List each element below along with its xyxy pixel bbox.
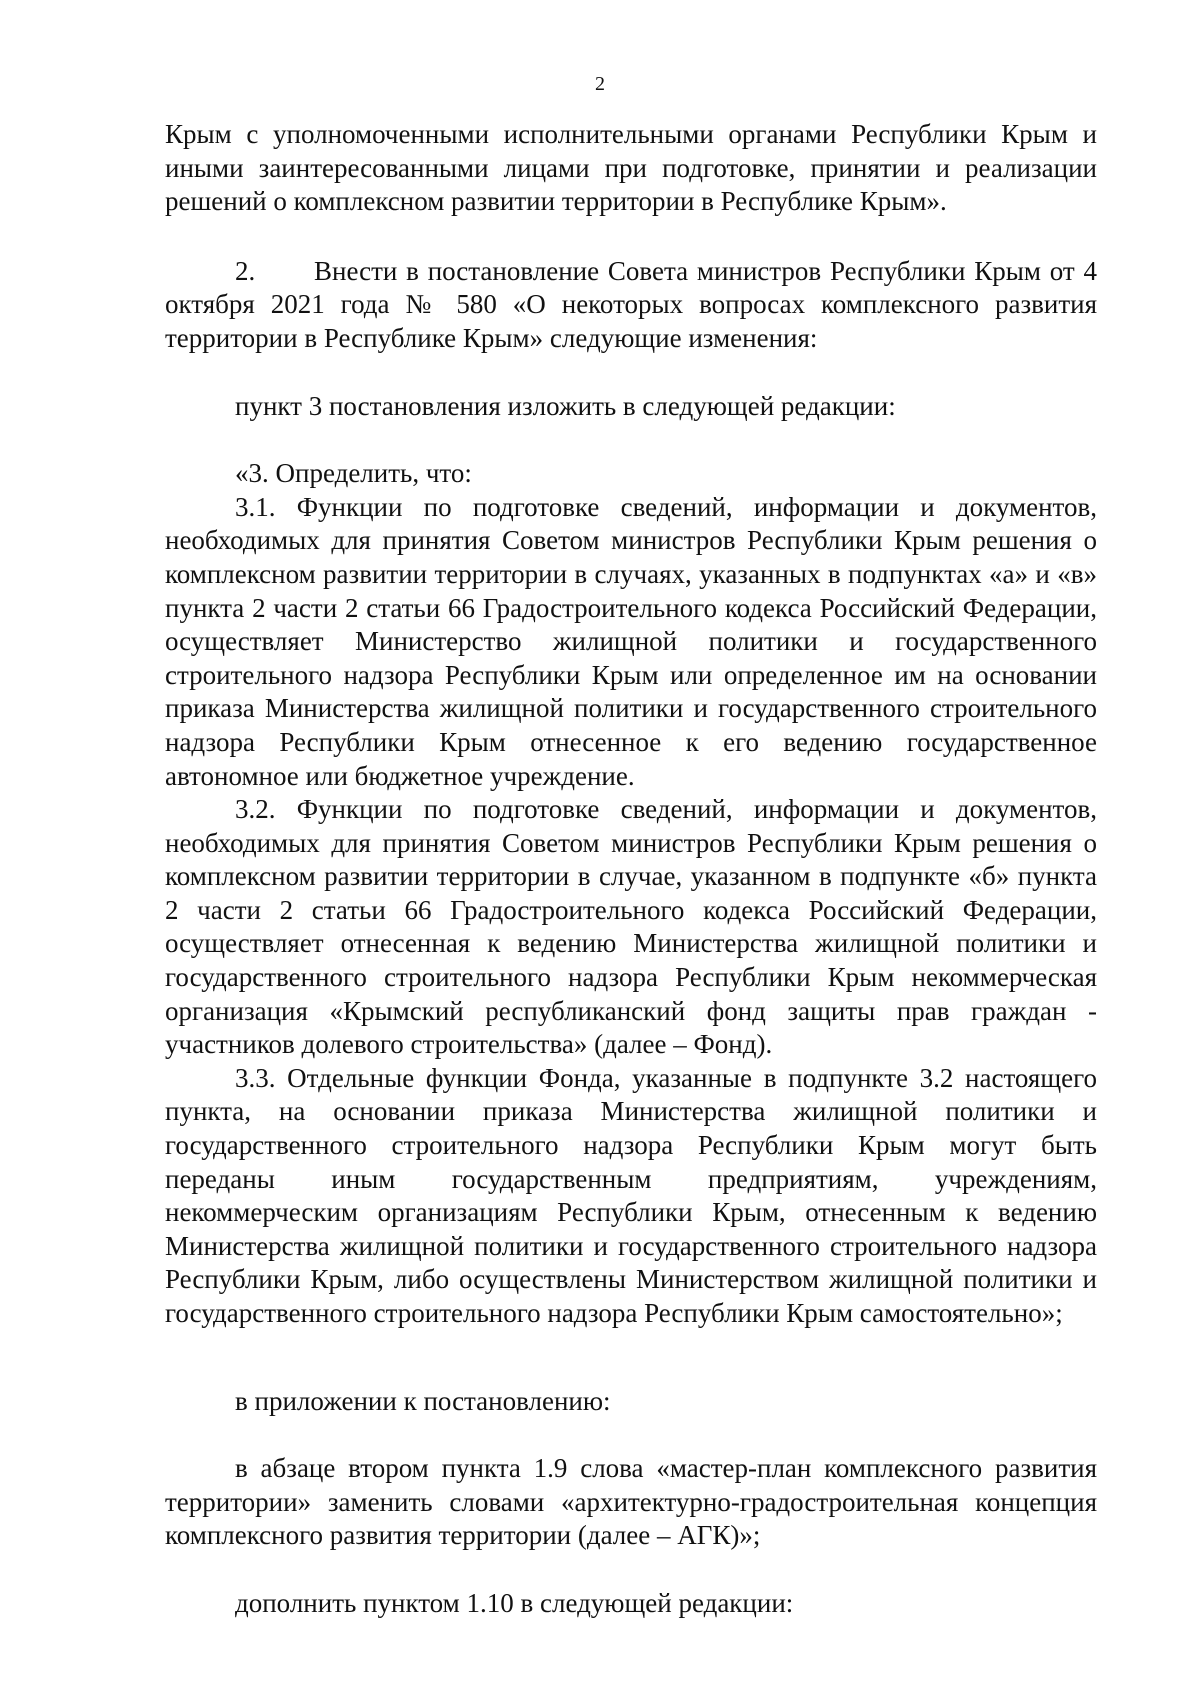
- paragraph-appendix-intro: в приложении к постановлению:: [235, 1385, 611, 1416]
- document-body: [165, 118, 1097, 1621]
- paragraph-point-3-intro: пункт 3 постановления изложить в следующей редакции:: [235, 390, 896, 421]
- paragraph-define: «3. Определить, что:: [235, 458, 472, 489]
- page-number: 2: [595, 73, 605, 95]
- paragraph-3-2: 3.2. Функции по подготовке сведений, информации и документов, необходимых для принятия Советом министров Республики Крым решения о комплексном развитии территории в случае, указанном в подпункте «б» пункта 2 части 2 статьи 66 Градостроительного кодекса Российский Федерации, осуществляет отнесенная к ведению Министерства жилищной политики и государственного строительного надзора Республики Крым некоммерческая организация «Крымский республиканский фонд защиты прав граждан - участников долевого строительства» (далее – Фонд).: [165, 794, 1097, 1060]
- paragraph-continuation: Крым с уполномоченными исполнительными органами Республики Крым и иными заинтересованными лицами при подготовке, принятии и реализации решений о комплексном развитии территории в Республике Крым».: [165, 119, 1097, 217]
- item-text: Внести в постановление Совета министров Республики Крым от 4 октября 2021 года № 580 «О некоторых вопросах комплексного развития территории в Республике Крым» следующие изменения:: [165, 255, 1097, 353]
- paragraph-3-3: 3.3. Отдельные функции Фонда, указанные в подпункте 3.2 настоящего пункта, на основании приказа Министерства жилищной политики и государственного строительного надзора Республики Крым могут быть переданы иным государственным предприятиям, учреждениям, некоммерческим организациям Республики Крым, отнесенным к ведению Министерства жилищной политики и государственного строительного надзора Республики Крым, либо осуществлены Министерством жилищной политики и государственного строительного надзора Республики Крым самостоятельно»;: [165, 1062, 1097, 1328]
- paragraph-1-9-amendment: в абзаце втором пункта 1.9 слова «мастер-план комплексного развития территории» заменить словами «архитектурно-градостроительная концепция комплексного развития территории (далее – АГК)»;: [165, 1453, 1097, 1551]
- paragraph-item-2: [165, 255, 1097, 356]
- paragraph-1-10-addition: дополнить пунктом 1.10 в следующей редакции:: [235, 1587, 794, 1618]
- paragraph-3-1: 3.1. Функции по подготовке сведений, информации и документов, необходимых для принятия Советом министров Республики Крым решения о комплексном развитии территории в случаях, указанных в подпунктах «а» и «в» пункта 2 части 2 статьи 66 Градостроительного кодекса Российский Федерации, осуществляет Министерство жилищной политики и государственного строительного надзора Республики Крым или определенное им на основании приказа Министерства жилищной политики и государственного строительного надзора Республики Крым отнесенное к его ведению государственное автономное или бюджетное учреждение.: [165, 491, 1097, 791]
- item-number: 2.: [235, 255, 256, 286]
